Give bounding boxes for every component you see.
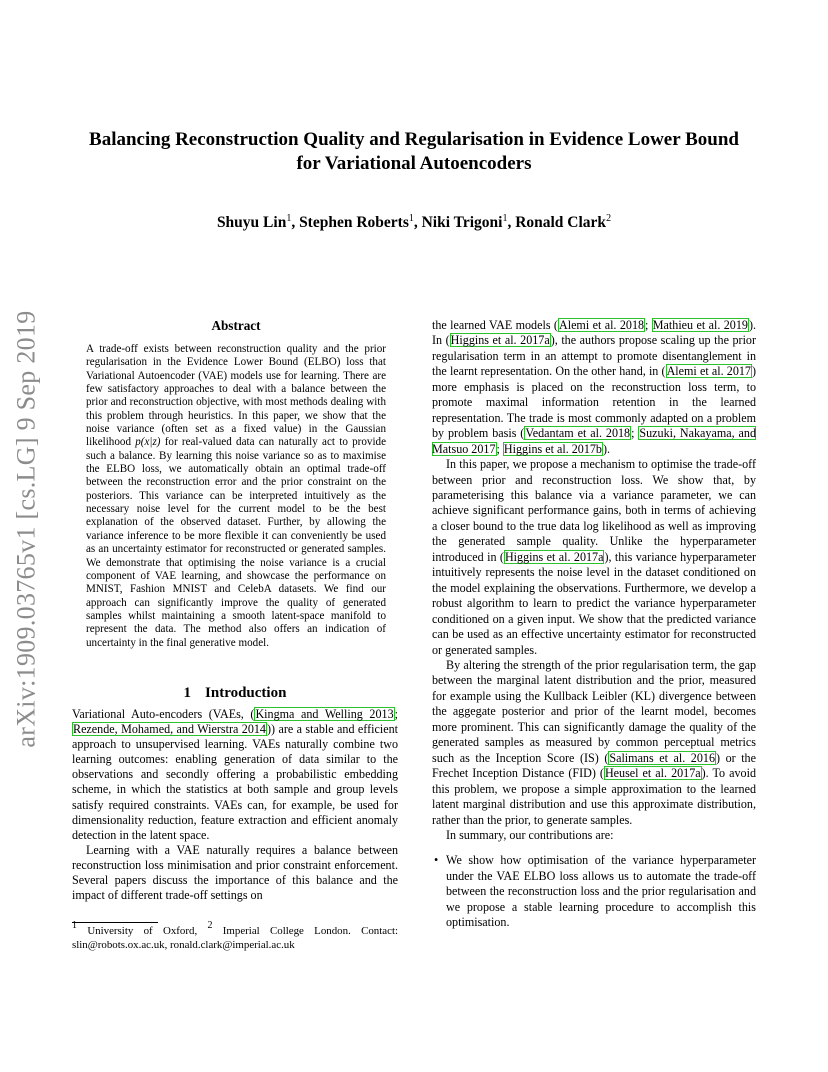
- arxiv-identifier-text: arXiv:1909.03765v1 [cs.LG] 9 Sep 2019: [12, 310, 41, 748]
- paragraph-text: ) or the Frechet Inception Distance (FID) (: [432, 750, 756, 781]
- paper-title: [60, 128, 768, 176]
- author-list: [60, 214, 768, 232]
- author-name: Shuyu Lin: [216, 214, 287, 231]
- paragraph-text: ). To avoid this problem, we propose a simple approximation to the learned latent marginal distribution and use this approximate distribution, rather than the prior, to generate samples.: [432, 766, 756, 827]
- footnote-text: University of Oxford,: [77, 925, 208, 937]
- author-separator: ,: [507, 214, 516, 231]
- title-line-2: for Variational Autoencoders: [296, 153, 532, 174]
- citation-link[interactable]: Rezende, Mohamed, and Wierstra 2014: [73, 722, 266, 737]
- contribution-list: [432, 853, 756, 930]
- paragraph-text: ;: [631, 426, 639, 441]
- abstract-heading: Abstract: [211, 318, 261, 333]
- author-affiliation: 2: [606, 213, 612, 224]
- citation-link[interactable]: Suzuki, Nakayama, and Matsuo 2017: [432, 426, 757, 456]
- author-separator: ,: [413, 214, 422, 231]
- likelihood-formula: p(x|z): [135, 436, 161, 449]
- author-affiliation: 1: [286, 213, 292, 224]
- citation-link[interactable]: Alemi et al. 2017: [666, 364, 751, 379]
- author-name: Niki Trigoni: [421, 214, 503, 231]
- paragraph-text: )) are a stable and efficient approach to unsupervised learning. VAEs naturally combine two learning outcomes: enabling generation of data similar to the observations and secondly offering a probabilistic embedding scheme, in which the statistics at both sample and group levels satisfy required constraints. VAEs can, for example, be used for dimensionality reduction, feature extraction and efficient anomaly detection in the latent space.: [72, 722, 399, 842]
- abstract-text: for real-valued data can naturally act to provide such a balance. By learning this noise variance so as to maximise the ELBO loss, we automatically obtain an optimal trade-off between the reconstruction error and the prior constraint on the posteriors. This variance can be interpreted intuitively as the necessary noise level for the current model to be the best explanation of the observed dataset. Further, by allowing the variance inference to be more flexible it can conveniently be used as an uncertainty estimator for reconstructed or generated samples. We demonstrate that optimising the noise variance is a crucial component of VAE learning, and showcase the performance on MNIST, Fashion MNIST and CelebA datasets. We find our approach can significantly improve the quality of generated samples whilst maintaining a smooth latent-space manifold to represent the data. The method also offers an indication of uncertainty in the final generative model.: [86, 436, 386, 649]
- author-separator: ,: [291, 214, 300, 231]
- citation-link[interactable]: Mathieu et al. 2019: [652, 318, 748, 332]
- paragraph: In summary, our contributions are:: [446, 827, 614, 842]
- citation-link[interactable]: Alemi et al. 2018: [558, 318, 645, 332]
- paragraph: [432, 658, 756, 828]
- footnote-marker: 2: [207, 920, 213, 931]
- title-line-1: Balancing Reconstruction Quality and Regularisation in Evidence Lower Bound: [89, 129, 739, 150]
- citation-link[interactable]: Heusel et al. 2017a: [604, 766, 701, 781]
- right-column-text: [432, 318, 756, 931]
- author-affiliation: 1: [408, 213, 414, 224]
- citation-link[interactable]: Higgins et al. 2017a: [450, 333, 550, 348]
- paragraph-text: In this paper, we propose a mechanism to optimise the trade-off between prior and reconstruction loss. We show that, by parameterising this balance via a variance parameter, we can achieve significant performance gains, both in terms of achieving a closer bound to the true data log likelihood as well as improving the generated sample quality. Unlike the hyperparameter introduced in (: [432, 457, 756, 564]
- author-name: Stephen Roberts: [299, 214, 409, 231]
- citation-link[interactable]: Salimans et al. 2016: [609, 750, 715, 765]
- paragraph: Learning with a VAE naturally requires a balance between reconstruction loss minimisation and prior constraint enforcement. Several papers discuss the importance of this balance and the impact of different trade-off settings on: [72, 842, 398, 903]
- bullet-icon: •: [434, 853, 439, 868]
- left-column-text: [72, 707, 398, 903]
- footnote: [72, 920, 398, 952]
- paragraph-text: ), the authors propose scaling up the prior regularisation term in an attempt to promote disentanglement in the learnt representation. On the other hand, in (: [432, 333, 757, 379]
- paragraph-text: ;: [394, 707, 398, 721]
- paragraph-text: ) more emphasis is placed on the reconstruction loss term, to promote maximal information retention in the learned representation. The trade is most commonly adapted on a problem by problem basis (: [432, 364, 756, 441]
- paragraph-text: ).: [602, 441, 611, 456]
- citation-link[interactable]: Kingma and Welling 2013: [255, 707, 394, 721]
- paragraph: [432, 318, 756, 457]
- citation-link[interactable]: Higgins et al. 2017b: [503, 441, 602, 456]
- section-heading-introduction: [72, 685, 398, 702]
- paragraph: [72, 707, 398, 843]
- paragraph-text: Variational Auto-encoders (VAEs, (: [72, 707, 255, 721]
- abstract-text: A trade-off exists between reconstruction quality and the prior regularisation in the Evidence Lower Bound (ELBO) loss that Variational Autoencoder (VAE) models use for learning. There are few satisfactory approaches to deal with a balance between the prior and reconstruction objective, with most methods dealing with this problem through heuristics. In this paper, we show that the noise variance (often set as a fixed value) in the Gaussian likelihood: [86, 343, 386, 449]
- citation-link[interactable]: Vedantam et al. 2018: [525, 426, 631, 441]
- paragraph: [432, 457, 756, 658]
- paragraph-text: ;: [645, 318, 652, 332]
- section-number: 1: [183, 685, 192, 701]
- arxiv-identifier-stamp: [1, 296, 53, 762]
- list-item: [434, 853, 756, 930]
- author-affiliation: 1: [502, 213, 508, 224]
- list-item-text: We show how optimisation of the variance hyperparameter under the VAE ELBO loss allows us to automate the trade-off between the reconstruction loss and the prior regularisation and we propose a stable learning procedure to accomplish this optimisation.: [446, 853, 756, 930]
- paragraph-text: ;: [496, 441, 503, 456]
- paragraph-text: ). In (: [432, 318, 756, 348]
- paragraph-text: ), this variance hyperparameter intuitively represents the noise level in the dataset conditioned on the model explaining the observations. Furthermore, we develop a robust algorithm to learn to predict the variance hyperparameter conditioned on a given input. We show that the predicted variance can be used as an effective uncertainty estimator for reconstructed or generated samples.: [432, 549, 756, 657]
- author-name: Ronald Clark: [515, 214, 607, 231]
- footnote-marker: 1: [72, 920, 77, 931]
- footnote-divider: [72, 922, 158, 923]
- section-title: Introduction: [205, 685, 287, 701]
- paragraph-text: By altering the strength of the prior regularisation term, the gap between the marginal latent distribution and the prior, measured for example using the Kullback Leibler (KL) divergence between the aggegate posterior and prior of the learnt model, becomes more prominent. This can significantly damage the quality of the generated samples as measured by common perceptual metrics such as the Inception Score (IS) (: [432, 657, 756, 765]
- footnote-text: Imperial College London. Contact: slin@robots.ox.ac.uk, ronald.clark@imperial.ac.uk: [72, 925, 398, 951]
- citation-link[interactable]: Higgins et al. 2017a: [504, 549, 604, 564]
- abstract-body: [86, 343, 386, 650]
- paragraph-text: the learned VAE models (: [432, 318, 558, 332]
